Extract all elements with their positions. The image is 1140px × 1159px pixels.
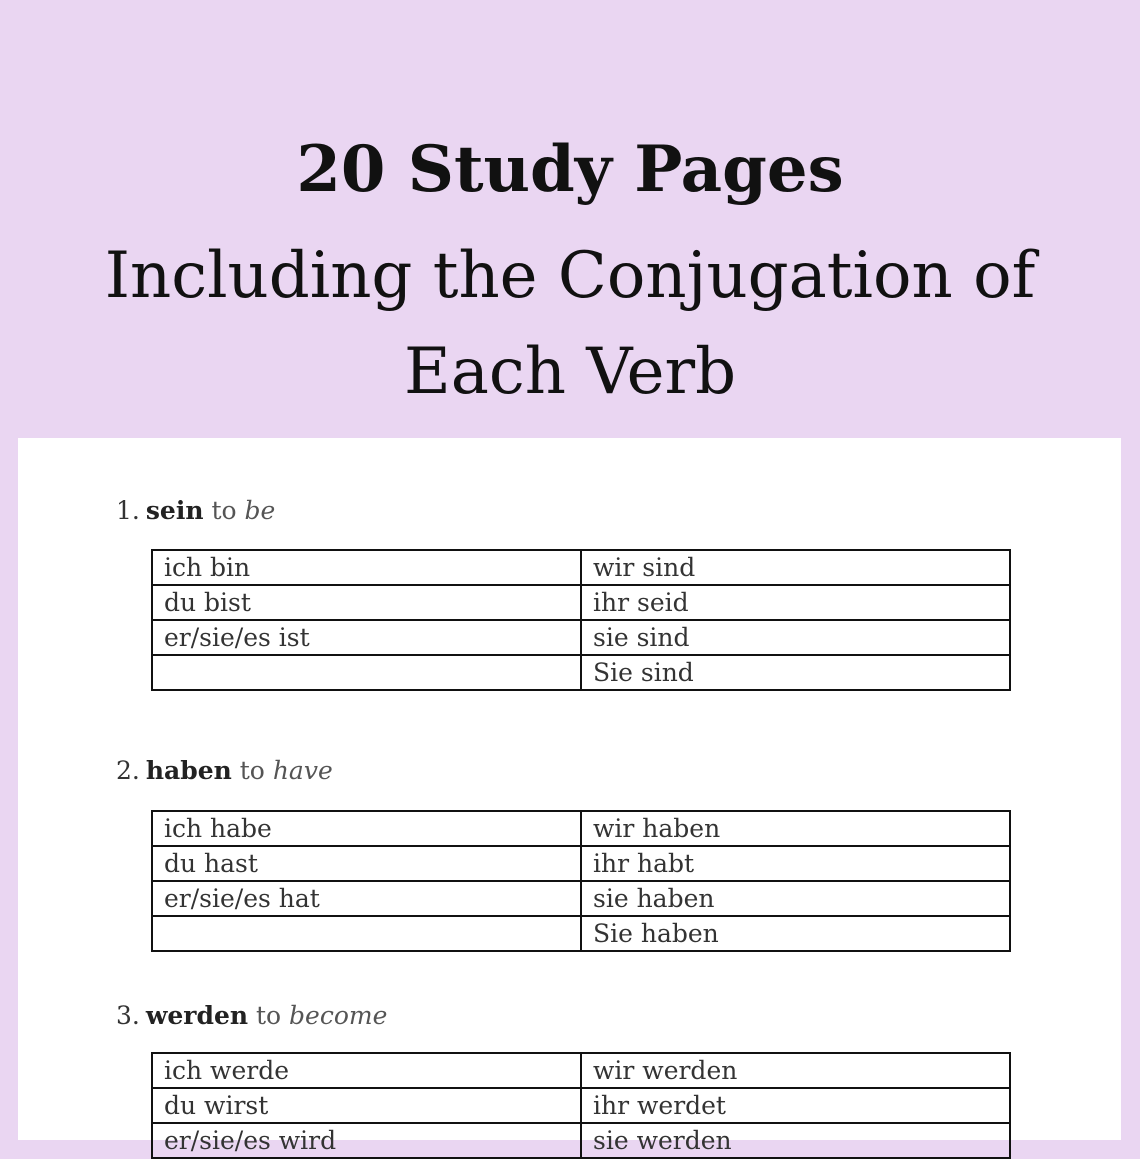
table-row: [152, 585, 1010, 620]
table-row: [152, 846, 1010, 881]
table-cell: ihr werdet: [581, 1088, 1010, 1123]
verb-gloss: become: [289, 1001, 388, 1030]
table-row: [152, 620, 1010, 655]
table-row: [152, 811, 1010, 846]
table-cell: er/sie/es hat: [152, 881, 581, 916]
table-cell: sie sind: [581, 620, 1010, 655]
table-cell: wir haben: [581, 811, 1010, 846]
table-cell: wir werden: [581, 1053, 1010, 1088]
verb-word: haben: [145, 756, 232, 785]
table-cell: er/sie/es ist: [152, 620, 581, 655]
conjugation-table: [151, 1052, 1011, 1159]
conjugation-table: [151, 549, 1011, 691]
verb-to: to: [255, 1001, 282, 1030]
table-cell: wir sind: [581, 550, 1010, 585]
table-row: [152, 655, 1010, 690]
conjugation-table: [151, 810, 1011, 952]
verb-heading: [116, 1001, 387, 1030]
table-cell: [152, 655, 581, 690]
table-row: [152, 550, 1010, 585]
verb-heading: [116, 756, 333, 785]
promo-subtitle-line-1: Including the Conjugation of: [104, 239, 1036, 313]
table-cell: du hast: [152, 846, 581, 881]
verb-word: werden: [145, 1001, 249, 1030]
table-cell: du wirst: [152, 1088, 581, 1123]
promo-subtitle-line-2: Each Verb: [403, 335, 737, 409]
table-cell: sie haben: [581, 881, 1010, 916]
verb-to: to: [211, 496, 237, 525]
verb-number: 1.: [116, 496, 140, 525]
verb-number: 3.: [116, 1001, 140, 1030]
table-row: [152, 916, 1010, 951]
table-row: [152, 1123, 1010, 1158]
table-cell: Sie sind: [581, 655, 1010, 690]
table-cell: sie werden: [581, 1123, 1010, 1158]
table-cell: er/sie/es wird: [152, 1123, 581, 1158]
verb-to: to: [239, 756, 265, 785]
table-cell: Sie haben: [581, 916, 1010, 951]
table-cell: ihr seid: [581, 585, 1010, 620]
study-page-preview: [18, 438, 1121, 1155]
table-cell: ich habe: [152, 811, 581, 846]
table-row: [152, 881, 1010, 916]
table-row: [152, 1088, 1010, 1123]
table-cell: du bist: [152, 585, 581, 620]
promo-subtitle: [0, 228, 1140, 420]
verb-number: 2.: [116, 756, 140, 785]
table-cell: ich werde: [152, 1053, 581, 1088]
verb-word: sein: [145, 496, 204, 525]
table-row: [152, 1053, 1010, 1088]
table-cell: [152, 916, 581, 951]
table-cell: ich bin: [152, 550, 581, 585]
table-cell: ihr habt: [581, 846, 1010, 881]
promo-title: 20 Study Pages: [296, 132, 844, 207]
verb-gloss: have: [272, 756, 333, 785]
verb-gloss: be: [244, 496, 276, 525]
verb-heading: [116, 496, 275, 525]
